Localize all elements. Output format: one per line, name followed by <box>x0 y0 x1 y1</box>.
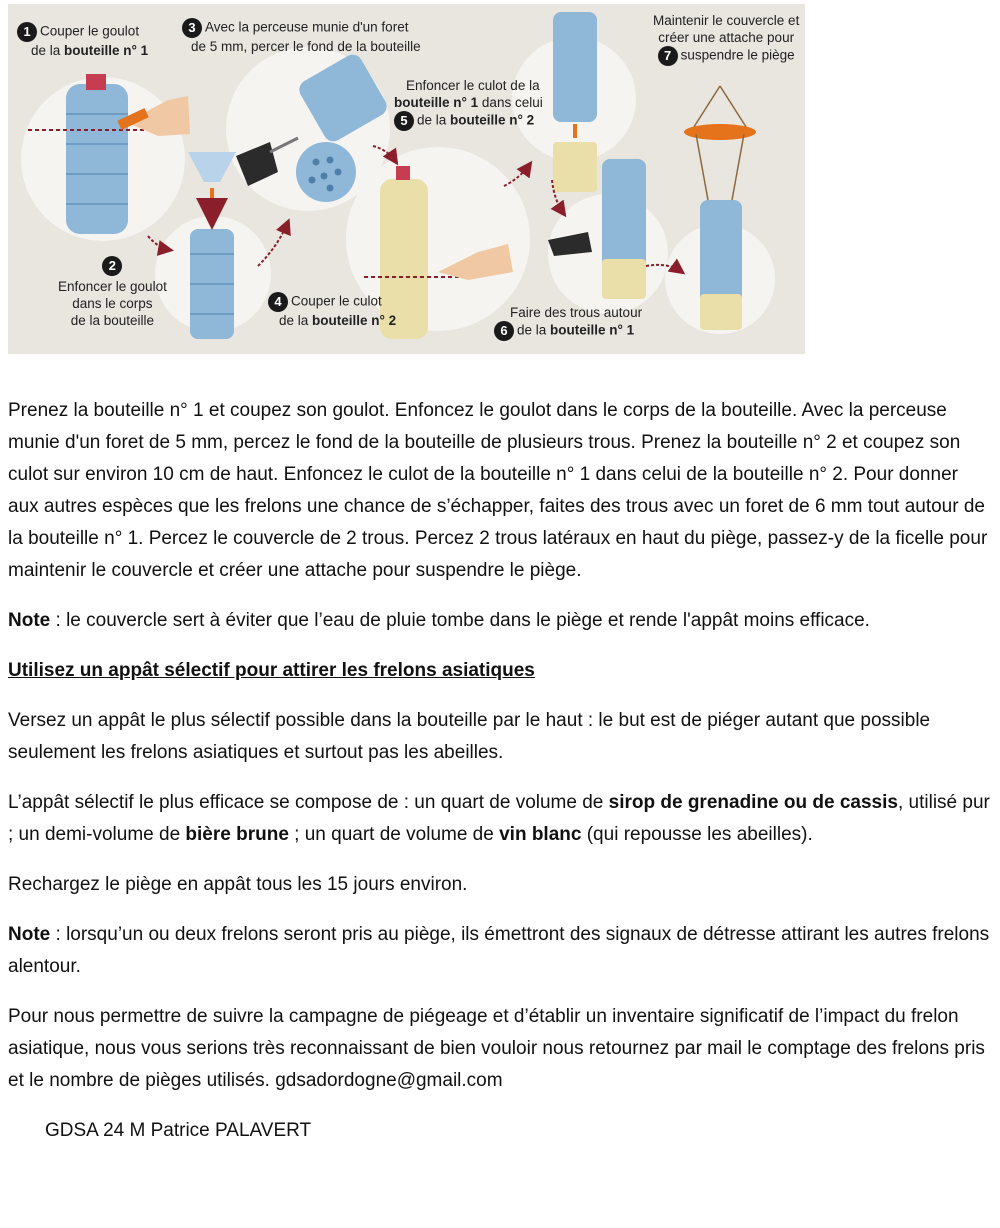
step-4-caption: 4 Couper le culot de la bouteille n° 2 <box>268 292 396 329</box>
note-rain-paragraph: Note : le couvercle sert à éviter que l’eau de pluie tombe dans le piège et rende l'appât moins efficace. <box>8 610 870 631</box>
step-7-caption: Maintenir le couvercle et créer une attache pour 7 suspendre le piège <box>653 12 799 66</box>
step-4-number: 4 <box>268 292 288 312</box>
contact-paragraph: Pour nous permettre de suivre la campagne de piégeage et d’établir un inventaire significatif de l’impact du frelon asiatique, nous vous serions très reconnaissant de bien vouloir nous retournez par mail le comptage des frelons pris et le nombre de pièges utilisés. gdsadordogne@gmail.com <box>8 1006 985 1091</box>
note-label: Note <box>8 924 51 945</box>
document-body <box>8 395 992 1147</box>
step-7-number: 7 <box>658 46 678 66</box>
step-2-number: 2 <box>102 256 122 276</box>
trap-instructions-illustration <box>8 4 805 354</box>
step-3-caption: 3 Avec la perceuse munie d'un foret de 5 mm, percer le fond de la bouteille <box>182 18 421 55</box>
step-1-caption: 1 Couper le goulot de la bouteille n° 1 <box>17 22 148 59</box>
signature: GDSA 24 M Patrice PALAVERT <box>45 1120 312 1141</box>
step-6-number: 6 <box>494 321 514 341</box>
bait-recipe-paragraph: L’appât sélectif le plus efficace se compose de : un quart de volume de sirop de grenadine ou de cassis, utilisé pur ; un demi-volume de bière brune ; un quart de volume de vin blanc (qui repousse les abeilles). <box>8 792 990 845</box>
step-6-caption: Faire des trous autour 6 de la bouteille n° 1 <box>494 304 642 341</box>
step-2-caption: 2 Enfoncer le goulot dans le corps de la bouteille <box>58 258 167 328</box>
section-heading: Utilisez un appât sélectif pour attirer les frelons asiatiques <box>8 660 535 681</box>
perforated-bottom-icon <box>296 142 356 202</box>
step-5-caption: Enfoncer le culot de la bouteille n° 1 dans celui 5 de la bouteille n° 2 <box>394 77 543 131</box>
bait-intro-paragraph: Versez un appât le plus sélectif possible dans la bouteille par le haut : le but est de piéger autant que possible seulement les frelons asiatiques et surtout pas les abeilles. <box>8 710 931 763</box>
reload-paragraph: Rechargez le piège en appât tous les 15 jours environ. <box>8 874 468 895</box>
step-1-number: 1 <box>17 22 37 42</box>
step-5-number: 5 <box>394 111 414 131</box>
bottle-stack-icon <box>553 12 597 192</box>
instructions-paragraph: Prenez la bouteille n° 1 et coupez son goulot. Enfoncez le goulot dans le corps de la bouteille. Avec la perceuse munie d'un foret de 5 mm, percez le fond de la bouteille de plusieurs trous. Prenez la bouteille n° 2 et coupez son culot sur environ 10 cm de haut. Enfoncez le culot de la bouteille n° 1 dans celui de la bouteille n° 2. Pour donner aux autres espèces que les frelons une chance de s’échapper, faites des trous avec un foret de 6 mm tout autour de la bouteille n° 1. Percez le couvercle de 2 trous. Percez 2 trous latéraux en haut du piège, passez-y de la ficelle pour maintenir le couvercle et créer une attache pour suspendre le piège. <box>8 400 988 581</box>
note-distress-paragraph: Note : lorsqu’un ou deux frelons seront pris au piège, ils émettront des signaux de détresse attirant les autres frelons alentour. <box>8 924 990 977</box>
step-3-number: 3 <box>182 18 202 38</box>
note-label: Note <box>8 610 51 631</box>
